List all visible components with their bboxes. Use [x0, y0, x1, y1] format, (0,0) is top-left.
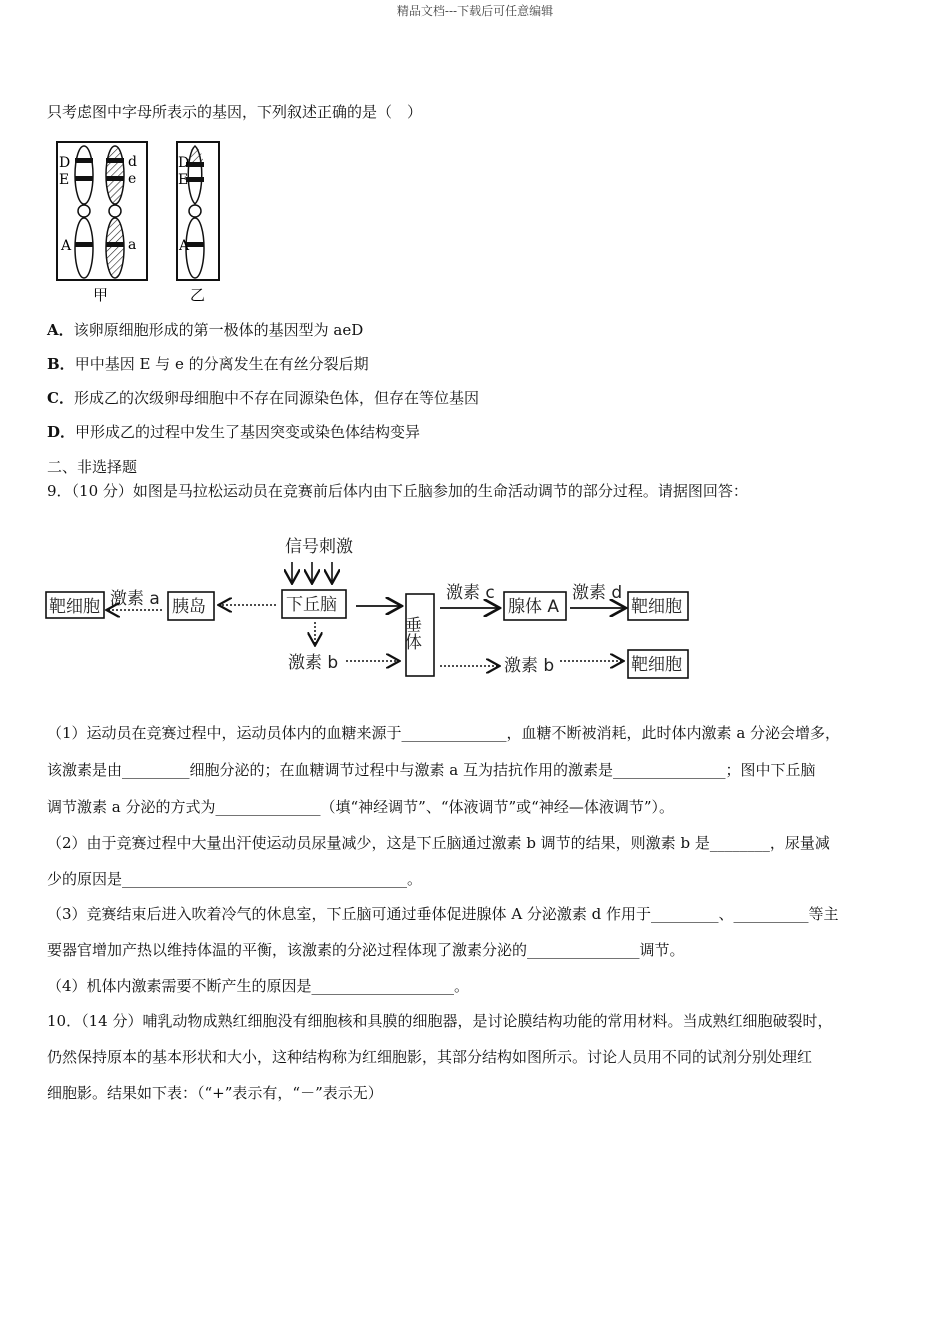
gene-E-left: E — [59, 172, 70, 188]
hormone-b-label-1: 激素 b — [288, 653, 339, 673]
pituitary-label: 垂体 — [401, 616, 421, 650]
q8-option-d: D．甲形成乙的过程中发生了基因突变或染色体结构变异 — [47, 423, 421, 441]
chromosome-figure-jia — [55, 140, 150, 305]
gene-A-yi: A — [179, 238, 190, 254]
q9-line-5: 少的原因是______________________________________。 — [47, 870, 423, 888]
target-cell-label-2: 靶细胞 — [631, 597, 682, 617]
q9-line-6: （3）竞赛结束后进入吹着冷气的休息室，下丘脑可通过垂体促进腺体 A 分泌激素 d 作用于_________、__________等主 — [47, 905, 839, 923]
hormone-c-label: 激素 c — [446, 583, 495, 603]
q8-option-a: A．该卵原细胞形成的第一极体的基因型为 aeD — [47, 321, 364, 339]
label-jia: 甲 — [93, 286, 109, 304]
gene-e-right: e — [128, 171, 137, 187]
islet-label: 胰岛 — [172, 597, 206, 617]
gene-A-left: A — [61, 238, 72, 254]
hypothalamus-label: 下丘脑 — [286, 595, 337, 615]
q10-line-2: 仍然保持原本的基本形状和大小，这种结构称为红细胞影，其部分结构如图所示。讨论人员用不同的试剂分别处理红 — [47, 1048, 813, 1066]
signal-stimulus-label: 信号刺激 — [285, 537, 353, 557]
gland-a-label: 腺体 A — [508, 597, 560, 617]
gene-d-right: d — [128, 154, 137, 170]
section-title: 二、非选择题 — [47, 458, 138, 476]
q9-line-2: 该激素是由_________细胞分泌的；在血糖调节过程中与激素 a 互为拮抗作用的激素是_______________；图中下丘脑 — [47, 761, 816, 779]
gene-a-right: a — [128, 237, 137, 253]
target-cell-label-1: 靶细胞 — [49, 597, 100, 617]
page-header: 精品文档---下载后可任意编辑 — [396, 4, 554, 18]
q8-option-c: C．形成乙的次级卵母细胞中不存在同源染色体，但存在等位基因 — [47, 389, 479, 407]
gene-D-left: D — [59, 155, 71, 171]
regulation-diagram — [40, 528, 700, 686]
q9-line-3: 调节激素 a 分泌的方式为______________（填“神经调节”、“体液调节”或“神经—体液调节”）。 — [47, 798, 674, 816]
label-yi: 乙 — [190, 286, 206, 304]
chromosome-left — [75, 146, 93, 278]
q8-option-b: B．甲中基因 E 与 e 的分离发生在有丝分裂后期 — [47, 355, 369, 373]
target-cell-label-3: 靶细胞 — [631, 655, 682, 675]
q8-stem: 只考虑图中字母所表示的基因，下列叙述正确的是（ ） — [47, 103, 423, 121]
hormone-b-label-2: 激素 b — [504, 656, 555, 676]
q9-line-8: （4）机体内激素需要不断产生的原因是___________________。 — [47, 977, 470, 995]
q10-line-3: 细胞影。结果如下表：（“+”表示有，“－”表示无） — [47, 1084, 383, 1102]
q9-stem: 9．（10 分）如图是马拉松运动员在竞赛前后体内由下丘脑参加的生命活动调节的部分过程。请据图回答： — [47, 482, 748, 500]
chromosome-right — [106, 146, 124, 278]
q9-line-7: 要器官增加产热以维持体温的平衡，该激素的分泌过程体现了激素分泌的_______________调节。 — [47, 941, 685, 959]
q9-line-1: （1）运动员在竞赛过程中，运动员体内的血糖来源于______________，血糖不断被消耗，此时体内激素 a 分泌会增多， — [47, 724, 841, 742]
q9-line-4: （2）由于竞赛过程中大量出汗使运动员尿量减少，这是下丘脑通过激素 b 调节的结果，则激素 b 是________，尿量减 — [47, 834, 830, 852]
gene-E-yi: E — [178, 172, 189, 188]
chromosome-figure-yi — [172, 140, 232, 305]
gene-D-yi: D — [178, 155, 190, 171]
hormone-a-label: 激素 a — [110, 589, 160, 609]
hormone-d-label: 激素 d — [572, 583, 623, 603]
q10-line-1: 10．（14 分）哺乳动物成熟红细胞没有细胞核和具膜的细胞器，是讨论膜结构功能的常用材料。当成熟红细胞破裂时， — [47, 1012, 833, 1030]
